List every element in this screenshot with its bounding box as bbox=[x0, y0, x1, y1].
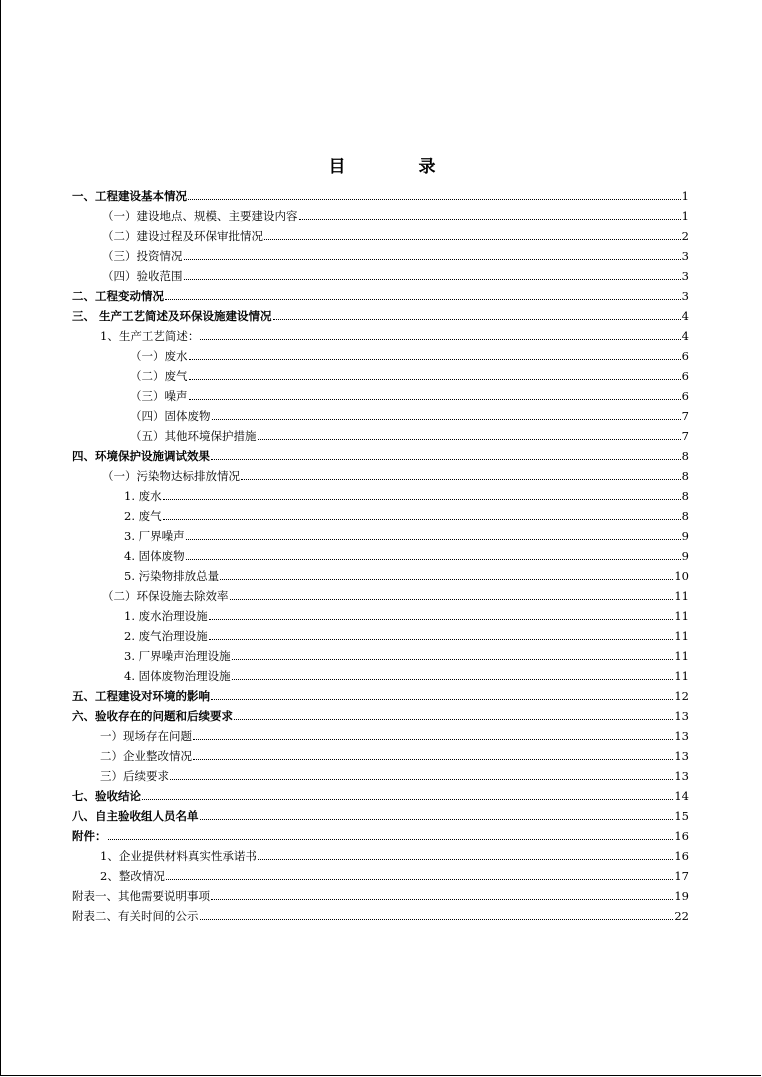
toc-entry[interactable] bbox=[72, 766, 689, 786]
toc-entry-label: 4. 固体废物 bbox=[124, 549, 185, 563]
toc-entry-label: 一）现场存在问题 bbox=[100, 729, 192, 743]
toc-leader-dots bbox=[258, 439, 681, 440]
toc-entry-label: 1、企业提供材料真实性承诺书 bbox=[100, 849, 257, 863]
toc-entry-label: （三）噪声 bbox=[130, 389, 188, 403]
toc-leader-dots bbox=[241, 479, 681, 480]
toc-entry-label: 附表二、有关时间的公示 bbox=[72, 909, 199, 923]
toc-leader-dots bbox=[200, 919, 674, 920]
toc-page-number: 14 bbox=[674, 789, 689, 803]
toc-entry-label: （一）废水 bbox=[130, 349, 188, 363]
toc-page-number: 11 bbox=[674, 589, 689, 603]
toc-entry-label: 八、自主验收组人员名单 bbox=[72, 809, 199, 823]
toc-page-number: 7 bbox=[681, 429, 689, 443]
toc-page-number: 8 bbox=[681, 509, 689, 523]
toc-entry-label: （二）环保设施去除效率 bbox=[102, 589, 229, 603]
toc-entry[interactable] bbox=[72, 406, 689, 426]
toc-entry-label: 4. 固体废物治理设施 bbox=[124, 669, 231, 683]
toc-entry-label: 2. 废气 bbox=[124, 509, 162, 523]
toc-leader-dots bbox=[189, 379, 681, 380]
toc-entry[interactable] bbox=[72, 206, 689, 226]
toc-leader-dots bbox=[163, 499, 681, 500]
toc-entry-label: （三）投资情况 bbox=[102, 249, 183, 263]
toc-entry[interactable] bbox=[72, 546, 689, 566]
toc-page-number: 17 bbox=[674, 869, 689, 883]
toc-entry[interactable] bbox=[72, 686, 689, 706]
table-of-contents bbox=[72, 186, 689, 926]
toc-entry-label: 三、 生产工艺简述及环保设施建设情况 bbox=[72, 309, 272, 323]
toc-entry[interactable] bbox=[72, 326, 689, 346]
toc-entry[interactable] bbox=[72, 306, 689, 326]
toc-entry-label: （五）其他环境保护措施 bbox=[130, 429, 257, 443]
toc-entry-label: 5. 污染物排放总量 bbox=[124, 569, 220, 583]
toc-page-number: 22 bbox=[674, 909, 689, 923]
toc-entry-label: （一）建设地点、规模、主要建设内容 bbox=[102, 209, 298, 223]
toc-entry[interactable] bbox=[72, 486, 689, 506]
toc-entry-label: 附件： bbox=[72, 829, 107, 843]
toc-leader-dots bbox=[273, 319, 681, 320]
toc-leader-dots bbox=[165, 299, 681, 300]
toc-leader-dots bbox=[232, 659, 674, 660]
toc-entry-label: 五、工程建设对环境的影响 bbox=[72, 689, 210, 703]
toc-entry[interactable] bbox=[72, 506, 689, 526]
toc-leader-dots bbox=[211, 459, 681, 460]
toc-leader-dots bbox=[230, 599, 674, 600]
toc-entry-label: （四）验收范围 bbox=[102, 269, 183, 283]
toc-entry[interactable] bbox=[72, 346, 689, 366]
toc-entry[interactable] bbox=[72, 266, 689, 286]
toc-page-number: 1 bbox=[681, 189, 689, 203]
toc-page-number: 11 bbox=[674, 669, 689, 683]
toc-entry-label: 四、环境保护设施调试效果 bbox=[72, 449, 210, 463]
toc-leader-dots bbox=[170, 779, 673, 780]
toc-entry-label: 三）后续要求 bbox=[100, 769, 169, 783]
toc-page-number: 9 bbox=[681, 549, 689, 563]
toc-entry[interactable] bbox=[72, 786, 689, 806]
toc-entry-label: 3. 厂界噪声 bbox=[124, 529, 185, 543]
toc-page-number: 3 bbox=[681, 249, 689, 263]
toc-page-number: 2 bbox=[681, 229, 689, 243]
toc-page-number: 16 bbox=[674, 849, 689, 863]
toc-leader-dots bbox=[142, 799, 673, 800]
toc-leader-dots bbox=[258, 859, 674, 860]
toc-page-number: 6 bbox=[681, 389, 689, 403]
toc-leader-dots bbox=[189, 359, 681, 360]
toc-leader-dots bbox=[186, 559, 681, 560]
toc-page-number: 10 bbox=[674, 569, 689, 583]
toc-entry[interactable] bbox=[72, 866, 689, 886]
toc-entry[interactable] bbox=[72, 646, 689, 666]
toc-leader-dots bbox=[166, 879, 674, 880]
toc-entry[interactable] bbox=[72, 186, 689, 206]
toc-leader-dots bbox=[193, 759, 673, 760]
toc-entry[interactable] bbox=[72, 386, 689, 406]
toc-entry[interactable] bbox=[72, 746, 689, 766]
toc-entry-label: 二）企业整改情况 bbox=[100, 749, 192, 763]
toc-entry[interactable] bbox=[72, 526, 689, 546]
toc-entry-label: 1. 废水 bbox=[124, 489, 162, 503]
toc-entry-label: 2、整改情况 bbox=[100, 869, 165, 883]
toc-leader-dots bbox=[108, 839, 674, 840]
toc-page-number: 6 bbox=[681, 369, 689, 383]
toc-entry[interactable] bbox=[72, 466, 689, 486]
toc-entry[interactable] bbox=[72, 566, 689, 586]
toc-page-number: 4 bbox=[681, 309, 689, 323]
toc-entry-label: （二）建设过程及环保审批情况 bbox=[102, 229, 263, 243]
toc-entry[interactable] bbox=[72, 806, 689, 826]
toc-entry[interactable] bbox=[72, 726, 689, 746]
toc-page-number: 3 bbox=[681, 289, 689, 303]
toc-entry-label: 1、生产工艺简述： bbox=[100, 329, 200, 343]
toc-leader-dots bbox=[186, 539, 681, 540]
toc-page-number: 9 bbox=[681, 529, 689, 543]
toc-entry[interactable] bbox=[72, 626, 689, 646]
toc-entry-label: 1. 废水治理设施 bbox=[124, 609, 208, 623]
toc-entry[interactable] bbox=[72, 586, 689, 606]
toc-leader-dots bbox=[209, 619, 674, 620]
toc-leader-dots bbox=[234, 719, 673, 720]
toc-page-number: 13 bbox=[674, 769, 689, 783]
toc-page-number: 3 bbox=[681, 269, 689, 283]
toc-entry-label: 3. 厂界噪声治理设施 bbox=[124, 649, 231, 663]
toc-entry[interactable] bbox=[72, 286, 689, 306]
toc-entry-label: （四）固体废物 bbox=[130, 409, 211, 423]
toc-page-number: 12 bbox=[674, 689, 689, 703]
toc-leader-dots bbox=[163, 519, 681, 520]
toc-page-number: 16 bbox=[674, 829, 689, 843]
toc-leader-dots bbox=[220, 579, 673, 580]
toc-leader-dots bbox=[299, 219, 681, 220]
toc-entry[interactable] bbox=[72, 906, 689, 926]
toc-page-number: 11 bbox=[674, 609, 689, 623]
toc-leader-dots bbox=[212, 419, 681, 420]
toc-entry-label: 一、工程建设基本情况 bbox=[72, 189, 187, 203]
toc-entry[interactable] bbox=[72, 246, 689, 266]
toc-entry-label: （一）污染物达标排放情况 bbox=[102, 469, 240, 483]
toc-leader-dots bbox=[211, 899, 673, 900]
toc-page-number: 8 bbox=[681, 489, 689, 503]
toc-entry-label: 七、验收结论 bbox=[72, 789, 141, 803]
toc-entry[interactable] bbox=[72, 666, 689, 686]
toc-entry[interactable] bbox=[72, 366, 689, 386]
toc-leader-dots bbox=[264, 239, 681, 240]
toc-entry[interactable] bbox=[72, 706, 689, 726]
toc-entry-label: 2. 废气治理设施 bbox=[124, 629, 208, 643]
toc-page-number: 8 bbox=[681, 449, 689, 463]
toc-entry-label: （二）废气 bbox=[130, 369, 188, 383]
toc-entry[interactable] bbox=[72, 886, 689, 906]
toc-leader-dots bbox=[211, 699, 673, 700]
toc-page-number: 13 bbox=[674, 749, 689, 763]
toc-page-number: 13 bbox=[674, 709, 689, 723]
toc-page-number: 6 bbox=[681, 349, 689, 363]
toc-page-number: 11 bbox=[674, 629, 689, 643]
toc-page-number: 19 bbox=[674, 889, 689, 903]
toc-entry[interactable] bbox=[72, 826, 689, 846]
toc-leader-dots bbox=[188, 199, 681, 200]
page-title: 目 录 bbox=[328, 157, 464, 177]
toc-entry-label: 六、验收存在的问题和后续要求 bbox=[72, 709, 233, 723]
toc-page-number: 1 bbox=[681, 209, 689, 223]
toc-leader-dots bbox=[200, 339, 680, 340]
toc-leader-dots bbox=[184, 279, 681, 280]
toc-entry[interactable] bbox=[72, 846, 689, 866]
toc-leader-dots bbox=[184, 259, 681, 260]
toc-leader-dots bbox=[193, 739, 673, 740]
toc-page-number: 4 bbox=[681, 329, 689, 343]
toc-page-number: 7 bbox=[681, 409, 689, 423]
toc-entry[interactable] bbox=[72, 606, 689, 626]
toc-page-number: 8 bbox=[681, 469, 689, 483]
toc-entry[interactable] bbox=[72, 446, 689, 466]
toc-entry-label: 附表一、其他需要说明事项 bbox=[72, 889, 210, 903]
toc-leader-dots bbox=[209, 639, 674, 640]
toc-entry[interactable] bbox=[72, 226, 689, 246]
toc-page-number: 15 bbox=[674, 809, 689, 823]
toc-entry-label: 二、工程变动情况 bbox=[72, 289, 164, 303]
toc-leader-dots bbox=[232, 679, 674, 680]
toc-page-number: 11 bbox=[674, 649, 689, 663]
toc-entry[interactable] bbox=[72, 426, 689, 446]
toc-page-number: 13 bbox=[674, 729, 689, 743]
toc-leader-dots bbox=[200, 819, 674, 820]
toc-leader-dots bbox=[189, 399, 681, 400]
